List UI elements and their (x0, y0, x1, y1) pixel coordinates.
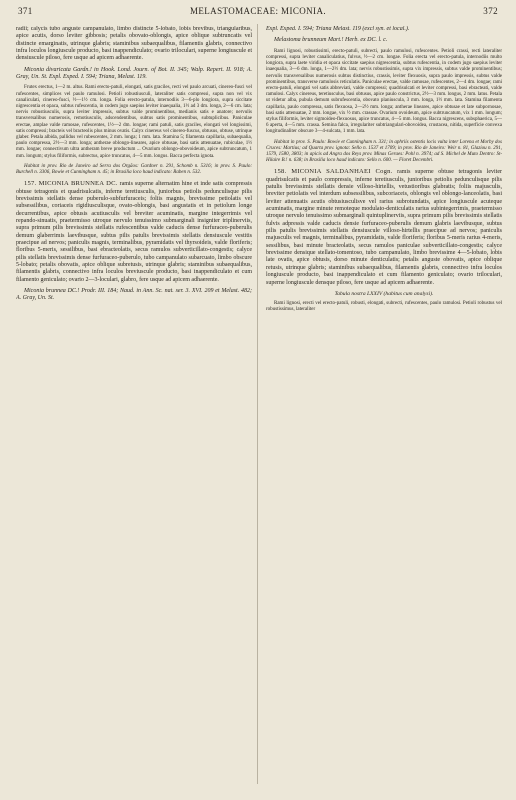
plate-reference: Tabula nostra LXXIV (habitus cum analysi). (334, 290, 434, 297)
detailed-description-157: Rami lignosi, robustissimi, erecto-patuli, subrecti, paulo ramulosi, rufescentes. Petioli crassi, recti lateraliter compressi, supra leviter canaliculatius, fulvus, ½—2 cm. longae. Folia erecta vel erecto-patula, internodiis multo longiora, supra laete viridia et opaca siccitate saepius nigrescentia, subtus rufescentia, in codem jugo saepius leviter inaequalia, 3—6 dm. longa, 1—2½ dm. lata; nervis robustissimis, supra vix impressis, subtus valde prominentibus; nervulis transversalibus numerosis subtus distinctius, crassis, leviter flexuosis, supra paulo impressis, subtus valde prominentibus, transverse ramulosis reticulatis. Paniculae erectae, valde ramosae, rufescentes, 2—4 dm. longae; rami erecto-patuli, elongati vel satis abbreviati, valde compressi; quadrisulcati et leviter compressi, basi ebracteati, valde ramulosi. Calyx cinereus, teretiusculus, basi obtusus, apice paulo constrictus, 2½—3 mm. longus, 2 mm. latus. Petala ut videtur alba, pubula demum subrufescentia, obovato planiuscula, 3 mm. longa, 1½ mm. lata. Stamina filamenta capillaria, paulo compressa, satis flexuosa, 2—2½ mm. longa; antherae lineares, apice obtusae et late subpornosae, basi satis attenuatae, 2 mm. longae, vix ½ mm. crassae. Ovarium ovoideum, apice subtruncatum, vix 1 mm. longum; stylus filiformis, leviter sigmoideo-flexuosus, apice truncatus, 4—5 mm. longus. Bacca nigrescens, subsphaerica, 5—6 aperta, 4—5 mm. crassa. Semina falca, irregulariter subtriangulari-obovoidea, crustacea, nitida, superficie convexa longitudinaliter obscure 3—4-sulcata, 1 mm. lata. (266, 48, 502, 135)
species-heading-157: 157. MICONIA BRUNNEA DC. (24, 180, 118, 188)
column-divider (257, 24, 258, 784)
habitat-note-157: Habitat in prov. S. Paulo: Bowie et Cunningham n. 331; in aphriis ostentis locis vulta inter Lorena et Morby dos Cruces: Martius; ad Quarta prov. ignota: Sello n. 1537 et 1709; in prov. Rio de Janeiro: Weir n. 81, Glaziou n. 291, 1579, 1580, 3803; in apicis ad Angra dos Reys prov. Minas Geraes: Pohl n. 3974; ad S. Michel de Muto Dentro: St-Hilaire B.! n. 638; in Brasilia loco haud indicato: Sello n. 600. — Floret Decembri. (266, 139, 502, 164)
synonym-line: Melastoma brunneum Mart.! Herb. ex DC. l. c. (274, 37, 388, 44)
page-number-left: 371 (18, 6, 33, 16)
citation-continuation: Expl. Exped. I. 594; Triana Melast. 119 (excl syn. et local.). (266, 26, 410, 32)
running-title: MELASTOMACEAE: MICONIA. (189, 6, 327, 16)
left-column (16, 26, 252, 792)
page-number-right: 372 (483, 6, 498, 16)
page-header (18, 6, 498, 20)
species-diagnosis-158: ramis superne obtuse tetragonis leviter quadrisulcatis et paulo compressis, inferne teretiusculis, junioribus petiolis pedunculisque pilis patulis brevissimis stellatis densie villoso-hirtellis, vetustioribus glabratis; foliis majusculis, breviter petiolatis vel interdum subsessilibus, subcoriaceis, oblongis vel oblongo-lanceolatis, basi leviter attenuatis acutis obtusiusculisve vel rarius subrotundatis, apice longiuscule acuteque acuminatis, margine minute remoteque modulato-denticulatis rarius subintegerrimis, praetermisso utroque nervulo tenuissimo submarginali quintuplinerviis, supra primum pilis brevissimis stellatis fulvis adpressis valde caducis densie furfuraceo-puberulis demum glabris laevibusque, subtus pilis patulis brevissimis stellatis densiuscule villoso-hirtellis praecipue ad nervos; paniculis majusculis vel magnis, terminalibus, pyramidatis, valde floriferis; floribus 5-meris rarius 4-meris, sessilibus, basi minute bracteolatis, secus ramulos paniculae subverticillato-congestis; calyce brevissime densique stellato-tomentoso, tubo campanulato, limbo brevissime 4—5-lobato, lobis late ovatis, apice obtusis, dorso minute denticulatis; petalis anguste obovatis, apice oblique retusis, utrinque glabris; staminibus subaequalibus, filamentis glabris, connectivo infra loculos longiuscule producto, basi inappendiculato et cum filamento geniculato; ovario triloculari, superne longiuscule densque piloso, fere usque ad apicem adhaerente. (266, 169, 502, 286)
species-diagnosis-157: ramis superne alternatim hine et inde satis compressis obtuse tetragonis et quadrisulcatis, inferne teretiusculis, juniorbus petiolis pedunculisque pilis brevissimis stellatis dense puberulo-subfurfuraceis; foliis magnis, brevissime petiolatis vel subsessilibus, coriaceis rigidiusculisque, ovato-oblongis, basi angustatis et in petiolum longe decurrentibus, apice obtusis acutiusculis vel breviter acuminatis, margine integerrimis vel repando-sinuatis, praetermisso utroque nervulo tenuissimo submarginali insigniter triplinerviis, supra primum pilis brevissimis stellatis rufescentibus valde caducis dense furfuraceo-puberulis demum glaberrimis laevibusque, subtus pilis patulis brevissimis stellatis densiuscule vestitis praecipue ad nervos; paniculis magnis, terminalibus, pyramidatis vel thyrsoideis, valde floriferis; floribus 5-meris, sessilibus, basi ebracteolatis, secus ramulos subverticillato-congestis; calyce pilis stellatis brevissimis dense furfuraceo-puberulo, tubo campanulato subarcuato, limbo obscure 5-lobato; petalis obovatis, apice oblique subretusis, utrinque glabris; staminibus subaequalibus, filamentis glabris, connectivo infra loculos breviuscule producto, basi inappendiculato et cum filamento geniculato; ovario 2—3-loculari, glabro, fere usque ad apicem adhaerente. (16, 181, 252, 283)
description-continuation: radii; calycis tubo anguste campanulato, limbo distincte 5-lobato, lobis brevibus, triangularibus, apice acutis, dorso leviter gibbosis; petalis obovato-oblongis, apice oblique subtruncatis vel distincte emarginatis, utrinque glabris; staminibus subaequalibus, filamentis glabris, connectivo infra loculos longiuscule producto, basi inappendiculato; ovario triloculari, superne longiuscule et densiuscule piloso, fere usque ad apicem adhaerente. (16, 26, 252, 62)
habitat-note: Habitat in prov. Rio de Janeiro ad Serra dos Orgãos: Gardner n. 291, Schomb n. 5316; in prov. S. Paulo: Burchell n. 3306, Bowie et Cunningham n. 45; in Brasilia loco haud indicato: Raben n. 532. (16, 163, 252, 176)
right-column (266, 26, 502, 792)
synonymy-citation-157: Miconia brunnea DC.! Prodr. III. 184; Naud. in Ann. Sc. nat. ser. 3. XVI. 209 et Melast. 482; A. Gray, Un. St. (16, 288, 252, 302)
species-heading-158: 158. MICONIA SALDANHAEI Cogn. (274, 168, 393, 176)
detailed-description: Frutex erectus, 1—2 m. altus. Rami erecto-patuli, elongati, satis graciles, recti vel paulo arcuati, cinereo-fusci vel rufescentes, simplices vel paulo ramulosi. Petioli robustiusculi, lateraliter satis compressi, supra non vel vix canaliculati, cinereo-fusci, ½—1½ cm. longa. Folia erecto-patula, internodiis 3—6-plo longiora, supra siccitate nigrescentia et opaca, subtus rufescentia, in codem jugo saepius leviter inaequalia, 1½ ad 3 dm. longa, 2—6 cm. lata; nervis robustiusculis, supra leviter impressis, subtus valde prominentibus, medianis satis e anatore; nervulis transversalibus numerosis, remotiusculis, adscendentibus, subtus satis prominentibus, subtuplicibus. Paniculae erectae, amplae valde ramosae, rufescentes, 1½—2 dm. longae; rami patuli, satis graciles, elongati vel longissimi, satis compressi; bracteis vel bracteolis plus minus ovatis. Calyx cinereus vel cinereo-fuscus, obtusus, obtuse, utrinque glaber. Petala albida, pallidus vel rubescentes, 2 mm. longa; 1 mm. lata. Stamina 5; filamenta capillaria, subaequalia, paulo compressa, 2½—3 mm. longa; antherae oblongo-lineares, apice obtusae, basi satis attenuatae, rubiculae, 1½ mm. longae; connectivum ultra antheram breve productum ... Ovarium oblongo-obovoideum, apice subtruncatum, 1 mm. longum; stylus filiformis, subrectus, apice truncatus, 4—5 mm. longus. Bacca perfecta ignota. (16, 85, 252, 159)
detailed-description-158: Rami lignosi, erecti vel erecto-patuli, robusti, elongati, subrecti, rufescentes, paulo ramulosi. Petioli robustus vel robustissimus, lateraliter (266, 301, 502, 313)
synonymy-citation: Miconia divaricata Gardn.! in Hook. Lond. Journ. of Bot. II. 345; Walp. Repert. II. 918; A. Gray, Un. St. Expl. Exped. I. 594; Triana, Melast. 119. (16, 66, 252, 81)
species-entry-157 (16, 180, 252, 284)
species-entry-158 (266, 168, 502, 287)
